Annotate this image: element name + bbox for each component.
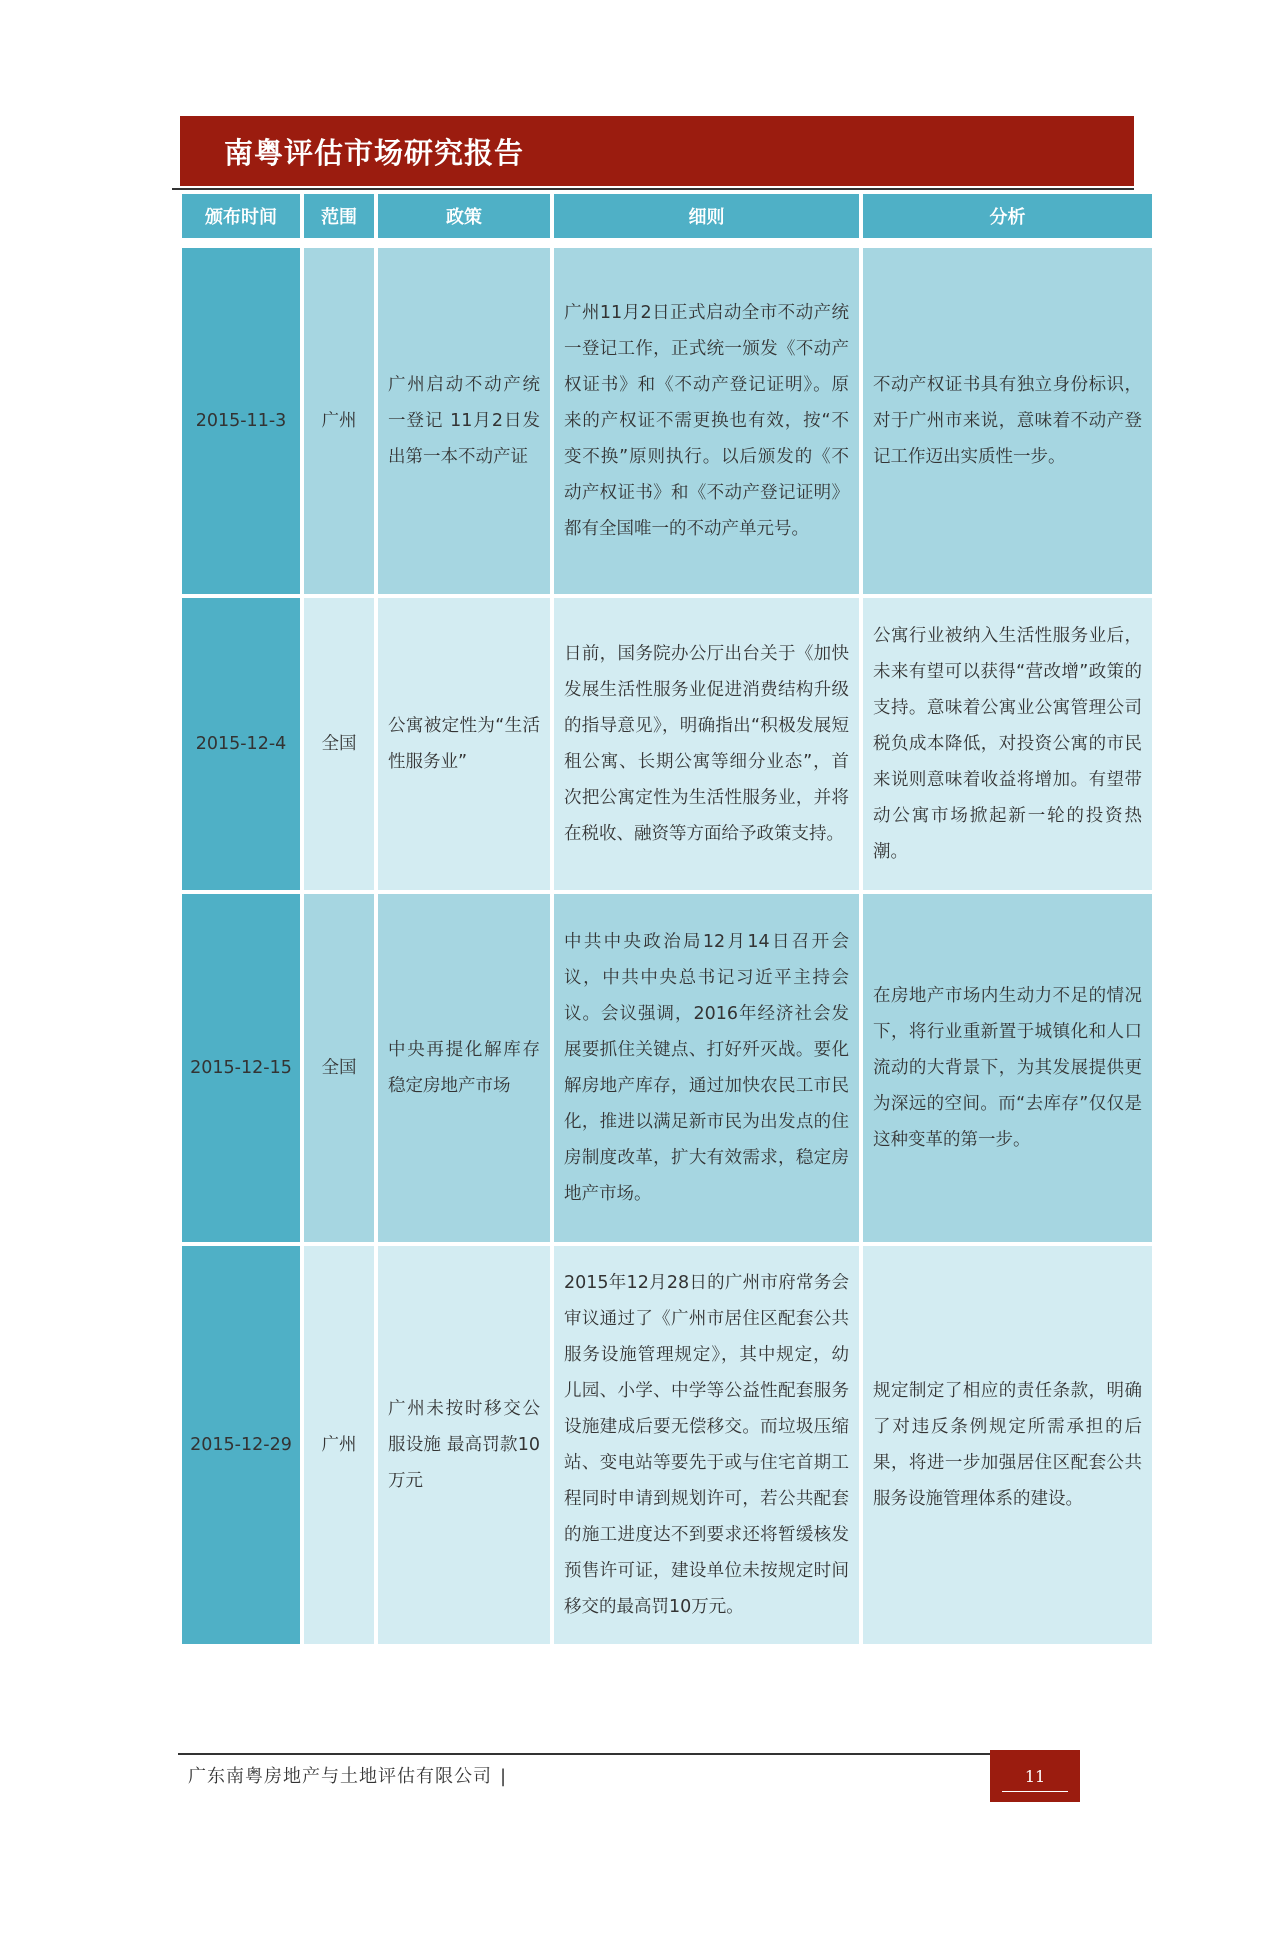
column-header-policy: 政策	[378, 194, 550, 238]
row-policy: 广州未按时移交公服设施 最高罚款10万元	[378, 1246, 550, 1644]
row-analysis: 在房地产市场内生动力不足的情况下，将行业重新置于城镇化和人口流动的大背景下，为其发展提供更为深远的空间。而“去库存”仅仅是这种变革的第一步。	[863, 894, 1152, 1242]
row-date: 2015-12-29	[182, 1246, 300, 1644]
report-header-bar	[180, 116, 1134, 186]
row-policy: 公寓被定性为“生活性服务业”	[378, 598, 550, 890]
header-gap	[182, 242, 1152, 244]
company-name: 广东南粤房地产与土地评估有限公司	[188, 1766, 492, 1787]
row-policy: 中央再提化解库存稳定房地产市场	[378, 894, 550, 1242]
table-row	[182, 894, 1152, 1242]
row-analysis: 不动产权证书具有独立身份标识，对于广州市来说，意味着不动产登记工作迈出实质性一步。	[863, 248, 1152, 594]
row-policy: 广州启动不动产统一登记 11月2日发出第一本不动产证	[378, 248, 550, 594]
table-row	[182, 598, 1152, 890]
row-scope: 全国	[304, 894, 374, 1242]
report-title: 南粤评估市场研究报告	[224, 135, 525, 170]
table-header-row	[182, 194, 1152, 238]
row-date: 2015-11-3	[182, 248, 300, 594]
table-row	[182, 1246, 1152, 1644]
row-analysis: 规定制定了相应的责任条款，明确了对违反条例规定所需承担的后果，将进一步加强居住区配套公共服务设施管理体系的建设。	[863, 1246, 1152, 1644]
column-header-date: 颁布时间	[182, 194, 300, 238]
row-scope: 广州	[304, 248, 374, 594]
footer-divider	[178, 1753, 990, 1755]
row-scope: 广州	[304, 1246, 374, 1644]
row-scope: 全国	[304, 598, 374, 890]
footer-company	[188, 1762, 507, 1788]
page-number-box	[990, 1750, 1080, 1802]
column-header-analysis: 分析	[863, 194, 1152, 238]
row-detail: 日前，国务院办公厅出台关于《加快发展生活性服务业促进消费结构升级的指导意见》，明确指出“积极发展短租公寓、长期公寓等细分业态”，首次把公寓定性为生活性服务业，并将在税收、融资等方面给予政策支持。	[554, 598, 859, 890]
policy-table	[178, 190, 1156, 1648]
row-detail: 2015年12月28日的广州市府常务会审议通过了《广州市居住区配套公共服务设施管理规定》，其中规定，幼儿园、小学、中学等公益性配套服务设施建成后要无偿移交。而垃圾压缩站、变电站等要先于或与住宅首期工程同时申请到规划许可，若公共配套的施工进度达不到要求还将暂缓核发预售许可证，建设单位未按规定时间移交的最高罚10万元。	[554, 1246, 859, 1644]
row-detail: 中共中央政治局12月14日召开会议，中共中央总书记习近平主持会议。会议强调，2016年经济社会发展要抓住关键点、打好歼灭战。要化解房地产库存，通过加快农民工市民化，推进以满足新市民为出发点的住房制度改革，扩大有效需求，稳定房地产市场。	[554, 894, 859, 1242]
column-header-detail: 细则	[554, 194, 859, 238]
table-row	[182, 248, 1152, 594]
row-detail: 广州11月2日正式启动全市不动产统一登记工作，正式统一颁发《不动产权证书》和《不动产登记证明》。原来的产权证不需更换也有效，按“不变不换”原则执行。以后颁发的《不动产权证书》和《不动产登记证明》都有全国唯一的不动产单元号。	[554, 248, 859, 594]
column-header-scope: 范围	[304, 194, 374, 238]
row-analysis: 公寓行业被纳入生活性服务业后，未来有望可以获得“营改增”政策的支持。意味着公寓业公寓管理公司税负成本降低，对投资公寓的市民来说则意味着收益将增加。有望带动公寓市场掀起新一轮的投资热潮。	[863, 598, 1152, 890]
row-date: 2015-12-4	[182, 598, 300, 890]
page-number: 11	[1024, 1766, 1046, 1786]
row-date: 2015-12-15	[182, 894, 300, 1242]
footer-separator: |	[500, 1766, 508, 1787]
